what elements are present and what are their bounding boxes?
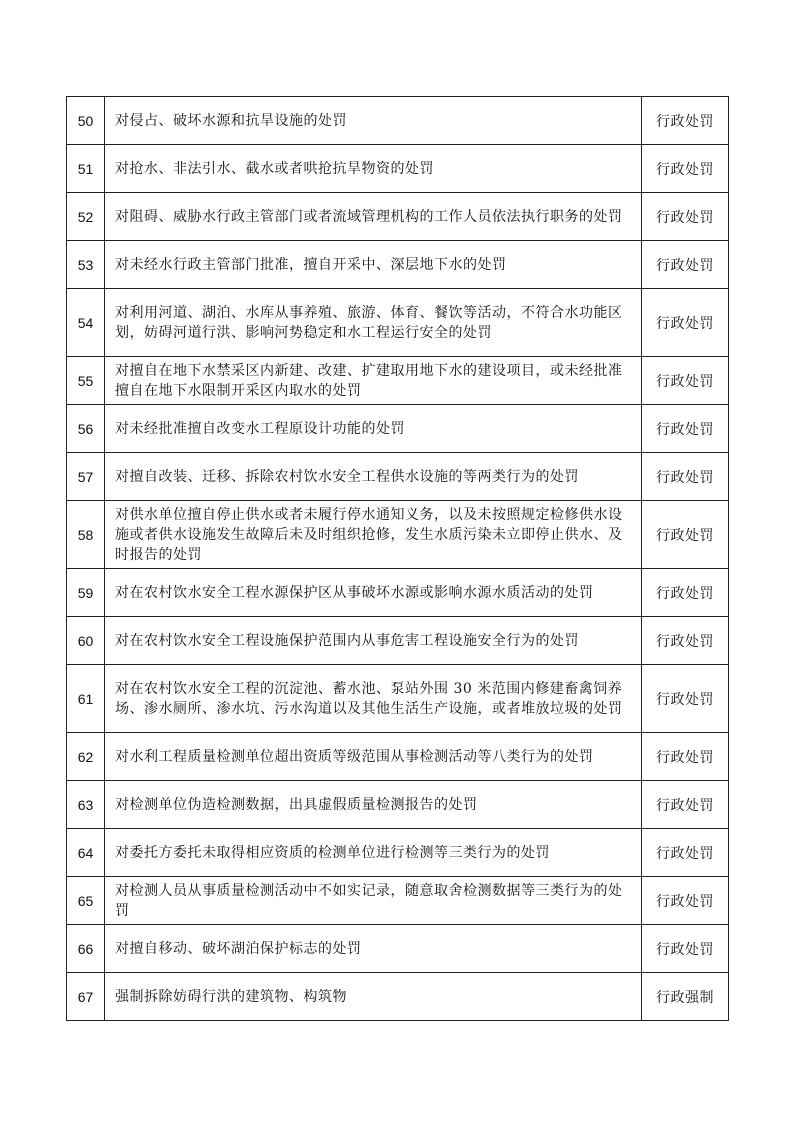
table-row <box>67 501 729 569</box>
row-item: 对擅自移动、破坏湖泊保护标志的处罚 <box>105 925 642 973</box>
row-number: 65 <box>67 877 105 925</box>
row-number: 56 <box>67 405 105 453</box>
row-type: 行政处罚 <box>642 665 729 733</box>
row-item: 对水利工程质量检测单位超出资质等级范围从事检测活动等八类行为的处罚 <box>105 733 642 781</box>
row-number: 50 <box>67 97 105 145</box>
table-row <box>67 733 729 781</box>
row-number: 64 <box>67 829 105 877</box>
row-item: 强制拆除妨碍行洪的建筑物、构筑物 <box>105 973 642 1021</box>
row-number: 62 <box>67 733 105 781</box>
row-item: 对委托方委托未取得相应资质的检测单位进行检测等三类行为的处罚 <box>105 829 642 877</box>
row-type: 行政处罚 <box>642 829 729 877</box>
row-type: 行政处罚 <box>642 925 729 973</box>
row-item: 对擅自在地下水禁采区内新建、改建、扩建取用地下水的建设项目，或未经批准擅自在地下水限制开采区内取水的处罚 <box>105 357 642 405</box>
table-row <box>67 241 729 289</box>
row-type: 行政处罚 <box>642 193 729 241</box>
row-type: 行政处罚 <box>642 501 729 569</box>
row-type: 行政处罚 <box>642 617 729 665</box>
row-item: 对未经批准擅自改变水工程原设计功能的处罚 <box>105 405 642 453</box>
table-row <box>67 925 729 973</box>
row-item: 对阻碍、威胁水行政主管部门或者流域管理机构的工作人员依法执行职务的处罚 <box>105 193 642 241</box>
table-row <box>67 617 729 665</box>
row-item: 对在农村饮水安全工程水源保护区从事破坏水源或影响水源水质活动的处罚 <box>105 569 642 617</box>
row-number: 57 <box>67 453 105 501</box>
row-type: 行政处罚 <box>642 453 729 501</box>
row-item: 对利用河道、湖泊、水库从事养殖、旅游、体育、餐饮等活动，不符合水功能区划，妨碍河道行洪、影响河势稳定和水工程运行安全的处罚 <box>105 289 642 357</box>
row-item: 对检测单位伪造检测数据，出具虚假质量检测报告的处罚 <box>105 781 642 829</box>
row-number: 59 <box>67 569 105 617</box>
table-row <box>67 357 729 405</box>
row-item: 对侵占、破坏水源和抗旱设施的处罚 <box>105 97 642 145</box>
row-number: 52 <box>67 193 105 241</box>
table-row <box>67 193 729 241</box>
table-row <box>67 569 729 617</box>
row-type: 行政处罚 <box>642 569 729 617</box>
row-number: 61 <box>67 665 105 733</box>
row-type: 行政处罚 <box>642 357 729 405</box>
table-row <box>67 97 729 145</box>
row-number: 67 <box>67 973 105 1021</box>
table-row <box>67 973 729 1021</box>
row-item: 对抢水、非法引水、截水或者哄抢抗旱物资的处罚 <box>105 145 642 193</box>
row-number: 58 <box>67 501 105 569</box>
table-row <box>67 829 729 877</box>
row-item: 对供水单位擅自停止供水或者未履行停水通知义务，以及未按照规定检修供水设施或者供水设施发生故障后未及时组织抢修，发生水质污染未立即停止供水、及时报告的处罚 <box>105 501 642 569</box>
row-item: 对擅自改装、迁移、拆除农村饮水安全工程供水设施的等两类行为的处罚 <box>105 453 642 501</box>
row-item: 对在农村饮水安全工程的沉淀池、蓄水池、泵站外围 30 米范围内修建畜禽饲养场、渗水厕所、渗水坑、污水沟道以及其他生活生产设施，或者堆放垃圾的处罚 <box>105 665 642 733</box>
row-number: 53 <box>67 241 105 289</box>
table-row <box>67 453 729 501</box>
table-row <box>67 877 729 925</box>
row-type: 行政处罚 <box>642 145 729 193</box>
row-type: 行政处罚 <box>642 781 729 829</box>
penalty-table <box>66 96 729 1021</box>
row-type: 行政处罚 <box>642 97 729 145</box>
table-row <box>67 289 729 357</box>
row-item: 对未经水行政主管部门批准，擅自开采中、深层地下水的处罚 <box>105 241 642 289</box>
row-number: 66 <box>67 925 105 973</box>
row-type: 行政处罚 <box>642 289 729 357</box>
row-type: 行政强制 <box>642 973 729 1021</box>
table-row <box>67 405 729 453</box>
row-number: 51 <box>67 145 105 193</box>
row-number: 55 <box>67 357 105 405</box>
row-type: 行政处罚 <box>642 405 729 453</box>
table-row <box>67 665 729 733</box>
row-number: 60 <box>67 617 105 665</box>
table-row <box>67 781 729 829</box>
row-number: 63 <box>67 781 105 829</box>
row-type: 行政处罚 <box>642 733 729 781</box>
row-item: 对检测人员从事质量检测活动中不如实记录，随意取舍检测数据等三类行为的处罚 <box>105 877 642 925</box>
row-number: 54 <box>67 289 105 357</box>
row-type: 行政处罚 <box>642 877 729 925</box>
row-type: 行政处罚 <box>642 241 729 289</box>
table-row <box>67 145 729 193</box>
row-item: 对在农村饮水安全工程设施保护范围内从事危害工程设施安全行为的处罚 <box>105 617 642 665</box>
